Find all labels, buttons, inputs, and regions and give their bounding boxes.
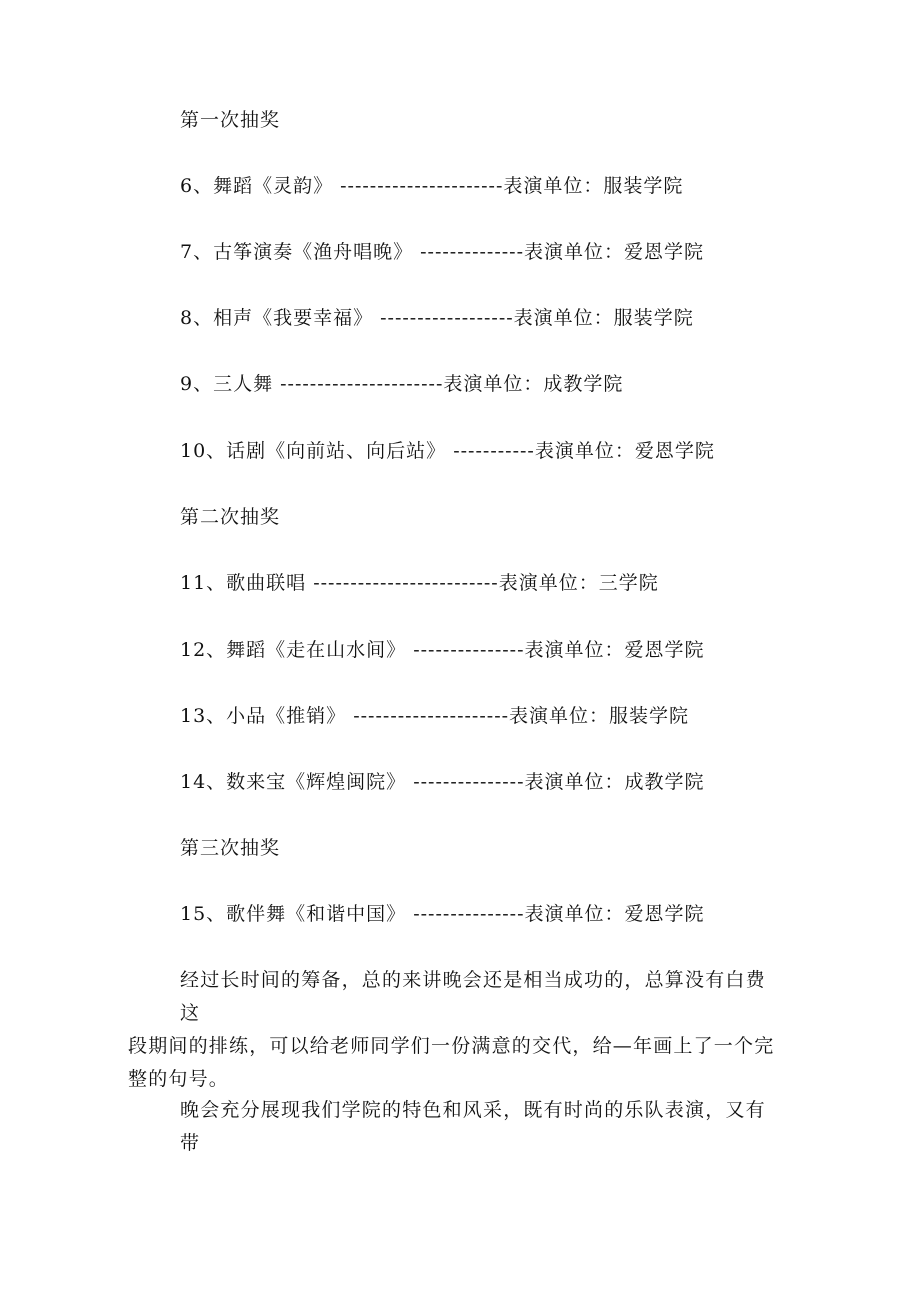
- program-item-10: 10、话剧《向前站、向后站》 -----------表演单位：爱恩学院: [180, 440, 715, 462]
- program-item-9: 9、三人舞 ----------------------表演单位：成教学院: [180, 373, 624, 395]
- program-item-15: 15、歌伴舞《和谐中国》 ---------------表演单位：爱恩学院: [180, 903, 705, 925]
- closing-paragraph: [180, 1094, 780, 1160]
- summary-line-1: 经过长时间的筹备，总的来讲晚会还是相当成功的，总算没有白费这: [180, 969, 766, 1024]
- summary-line-2: 段期间的排练，可以给老师同学们一份满意的交代，给—年画上了一个完: [128, 1035, 775, 1057]
- section-heading-draw-1: 第一次抽奖: [180, 109, 281, 131]
- section-heading-draw-3: 第三次抽奖: [180, 837, 281, 859]
- section-heading-draw-2: 第二次抽奖: [180, 506, 281, 528]
- program-item-11: 11、歌曲联唱 -------------------------表演单位：三学院: [180, 572, 659, 594]
- program-item-12: 12、舞蹈《走在山水间》 ---------------表演单位：爱恩学院: [180, 639, 705, 661]
- summary-line-3: 整的句号。: [128, 1068, 230, 1090]
- program-item-7: 7、古筝演奏《渔舟唱晚》 --------------表演单位：爱恩学院: [180, 241, 705, 263]
- summary-paragraph: [128, 964, 780, 1096]
- closing-line-1: 晚会充分展现我们学院的特色和风采，既有时尚的乐队表演，又有带: [180, 1099, 766, 1154]
- program-item-6: 6、舞蹈《灵韵》 ----------------------表演单位：服装学院: [180, 175, 684, 197]
- program-item-14: 14、数来宝《辉煌闽院》 ---------------表演单位：成教学院: [180, 771, 705, 793]
- program-item-13: 13、小品《推销》 ---------------------表演单位：服装学院: [180, 705, 690, 727]
- program-item-8: 8、相声《我要幸福》 ------------------表演单位：服装学院: [180, 307, 694, 329]
